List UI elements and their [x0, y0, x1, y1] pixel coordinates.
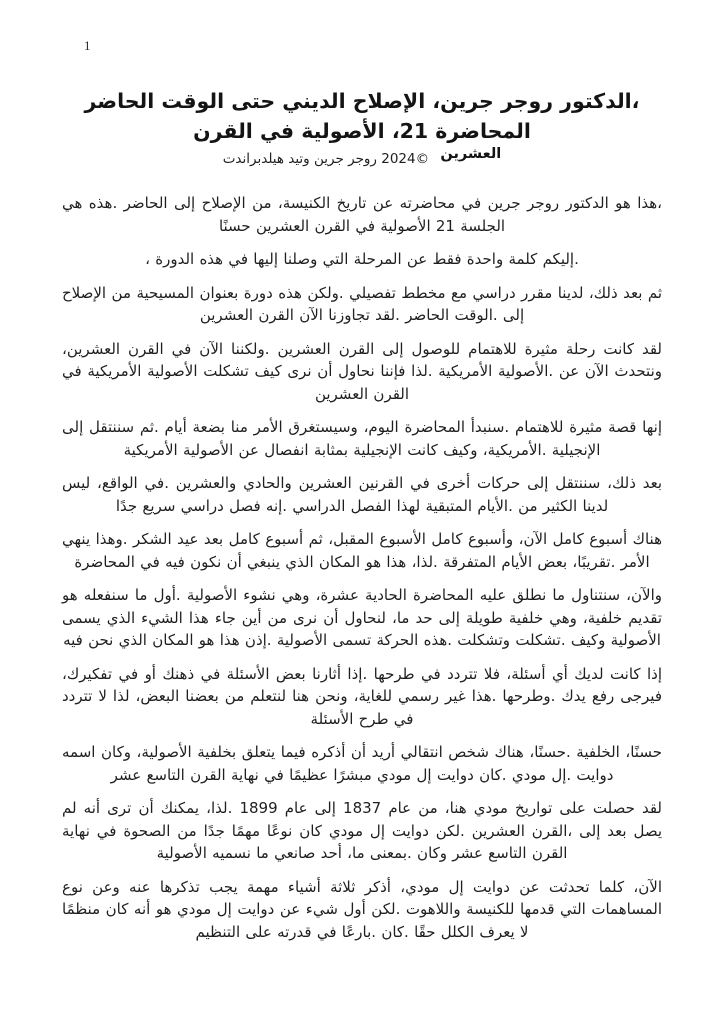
copyright-text: ©2024 روجر جرين وتيد هيلدبراندت [222, 151, 430, 167]
subtitle-line [0, 146, 724, 168]
paragraph: إذا كانت لديك أي أسئلة، فلا تتردد في طرحها .إذا أثارنا بعض الأسئلة في ذهنك أو في تفكيرك، فيرجى رفع يدك .وطرحها .هذا غير رسمي للغاية، ونحن هنا لنتعلم من بعضنا البعض، لذا لا تتردد في طرح الأسئلة [62, 664, 662, 728]
title-tail-word: العشرين [440, 146, 502, 162]
title-line-1: ،الدكتور روجر جرين، الإصلاح الديني حتى الوقت الحاضر [84, 89, 640, 113]
page-number: 1 [84, 38, 91, 53]
paragraph: ثم بعد ذلك، لدينا مقرر دراسي مع مخطط تفصيلي .ولكن هذه دورة بعنوان المسيحية من الإصلاح إلى .الوقت الحاضر .لقد تجاوزنا الآن القرن العشرين [62, 283, 662, 324]
paragraph: هناك أسبوع كامل الآن، وأسبوع كامل الأسبوع المقبل، ثم أسبوع كامل بعد عيد الشكر .وهذا ينهي الأمر .تقريبًا، بعض الأيام المتفرقة .لذا، هذا هو المكان الذي ينبغي أن نكون فيه في المحاضرة [62, 530, 662, 571]
paragraph: لقد حصلت على تواريخ مودي هنا، من عام 1837 إلى عام 1899 .لذا، يمكنك أن ترى أنه لم يصل بعد إلى ،القرن العشرين .لكن دوايت إل مودي كان نوعًا مهمًا جدًا من الصحوة في نهاية القرن التاسع عشر وكان .بمعنى ما، أحد صانعي ما نسميه الأصولية [62, 799, 662, 862]
paragraph: إنها قصة مثيرة للاهتمام .سنبدأ المحاضرة اليوم، وسيستغرق الأمر منا بضعة أيام .ثم سننتقل إلى الإنجيلية .الأمريكية، وكيف كانت الإنجيلية بمثابة انفصال عن الأصولية الأمريكية [62, 418, 662, 459]
paragraph: .إليكم كلمة واحدة فقط عن المرحلة التي وصلنا إليها في هذه الدورة ، [145, 250, 579, 268]
paragraph: حسنًا، الخلفية .حسنًا، هناك شخص انتقالي أريد أن أذكره فيما يتعلق بخلفية الأصولية، وكان اسمه دوايت .إل مودي .كان دوايت إل مودي مبشرًا عظيمًا في نهاية القرن التاسع عشر [62, 743, 662, 784]
document-header [0, 0, 724, 168]
paragraph: ،هذا هو الدكتور روجر جرين في محاضرته عن تاريخ الكنيسة، من الإصلاح إلى الحاضر .هذه هي الجلسة 21 الأصولية في القرن العشرين حسنًا [62, 194, 662, 235]
paragraph: بعد ذلك، سننتقل إلى حركات أخرى في القرنين العشرين والحادي والعشرين .في الواقع، ليس لدينا الكثير من .الأيام المتبقية لهذا الفصل الدراسي .إنه فصل دراسي سريع جدًا [62, 474, 662, 515]
paragraph: الآن، كلما تحدثت عن دوايت إل مودي، أذكر ثلاثة أشياء مهمة يجب تذكرها عنه وعن نوع المساهمات التي قدمها للكنيسة واللاهوت .لكن أول شيء عن دوايت إل مودي هو أنه كان منظمًا لا يعرف الكلل حقًا .كان .بارعًا في قدرته على التنظيم [62, 877, 662, 941]
paragraph: والآن، سنتناول ما نطلق عليه المحاضرة الحادية عشرة، وهي نشوء الأصولية .أول ما سنفعله هو تقديم خلفية، وهي خلفية طويلة إلى حد ما، لنحاول أن نرى من أين جاء هذا الشيء الذي يسمى الأصولية وكيف .تشكلت وتشكلت .هذه الحركة تسمى الأصولية .إذن هذا هو المكان الذي نحن فيه [62, 586, 662, 649]
transcript-body [62, 192, 662, 943]
paragraph: لقد كانت رحلة مثيرة للاهتمام للوصول إلى القرن العشرين .ولكننا الآن في القرن العشرين، ونتحدث الآن عن .الأصولية الأمريكية .لذا فإننا نحاول أن نرى كيف تشكلت الأصولية الأمريكية في القرن العشرين [62, 339, 662, 403]
title-line-2: المحاضرة 21، الأصولية في القرن [193, 119, 531, 143]
